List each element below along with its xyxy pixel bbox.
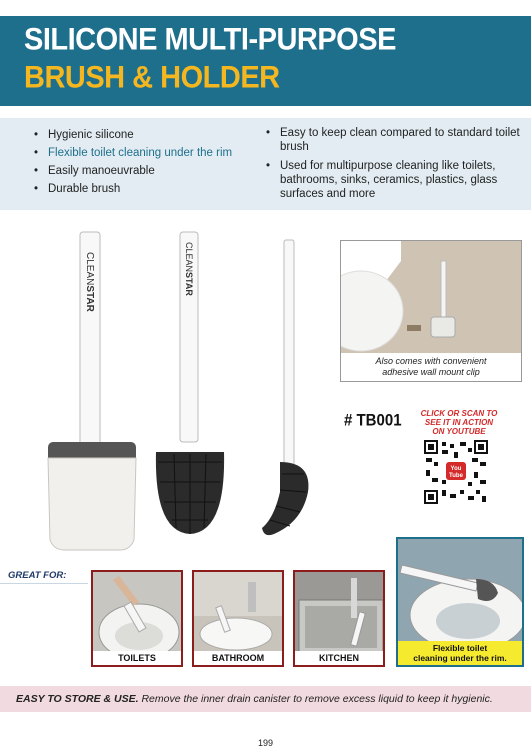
feature-item: • Easy to keep clean compared to standard toilet brush [266, 126, 524, 154]
tile-label: TOILETS [93, 651, 181, 665]
feature-item: • Used for multipurpose cleaning like toilets, bathrooms, sinks, ceramics, plastics, glass surfaces and more [266, 159, 524, 201]
brand-mark: CLEANSTAR [184, 242, 194, 296]
use-tile-toilets [91, 570, 183, 667]
cta-line: CLICK OR SCAN TO [420, 409, 498, 418]
page-number: 199 [257, 738, 274, 748]
bottom-note [16, 693, 493, 705]
cta-line: ON YOUTUBE [432, 427, 486, 436]
youtube-qr-code[interactable] [424, 440, 488, 504]
wall-mount-photo [340, 240, 522, 382]
youtube-badge-text: You [450, 466, 462, 472]
caption-line: adhesive wall mount clip [382, 367, 480, 377]
cta-line: SEE IT IN ACTION [424, 418, 494, 427]
features-list-left [34, 126, 264, 198]
features-list-right [266, 126, 524, 206]
flex-callout-label [398, 641, 522, 665]
callout-line: Flexible toilet [432, 643, 488, 653]
page-subtitle: BRUSH & HOLDER [24, 60, 280, 96]
features-panel [0, 118, 531, 210]
youtube-link[interactable] [408, 409, 510, 436]
feature-item: • Durable brush [34, 180, 264, 198]
product-illustration [30, 222, 330, 552]
youtube-badge-text: Tube [449, 473, 463, 479]
kitchen-photo [295, 572, 385, 656]
divider [0, 583, 88, 584]
wall-mount-caption [341, 353, 521, 381]
product-code: # TB001 [344, 411, 402, 430]
brush-side-view [262, 240, 308, 535]
feature-item: • Hygienic silicone [34, 126, 264, 144]
callout-line: cleaning under the rim. [413, 653, 507, 663]
bottom-note-lead: EASY TO STORE & USE. [16, 693, 139, 705]
tile-label: KITCHEN [295, 651, 383, 665]
page-title: SILICONE MULTI-PURPOSE [24, 22, 396, 58]
feature-item: • Easily manoeuvrable [34, 162, 264, 180]
brush-in-holder [48, 232, 136, 550]
brand-mark: CLEANSTAR [84, 252, 95, 312]
toilet-rim-photo [398, 539, 524, 645]
tile-label: BATHROOM [194, 651, 282, 665]
toilet-photo [93, 572, 183, 656]
bottom-note-text: Remove the inner drain canister to remove excess liquid to keep it hygienic. [138, 693, 493, 705]
use-tile-kitchen [293, 570, 385, 667]
feature-item-highlight: • Flexible toilet cleaning under the rim [34, 144, 264, 162]
brush-silicone-head [156, 232, 224, 534]
flex-callout-photo [396, 537, 524, 667]
great-for-label: GREAT FOR: [8, 570, 67, 581]
caption-line: Also comes with convenient [375, 356, 487, 366]
bathroom-photo [194, 572, 284, 656]
use-tile-bathroom [192, 570, 284, 667]
